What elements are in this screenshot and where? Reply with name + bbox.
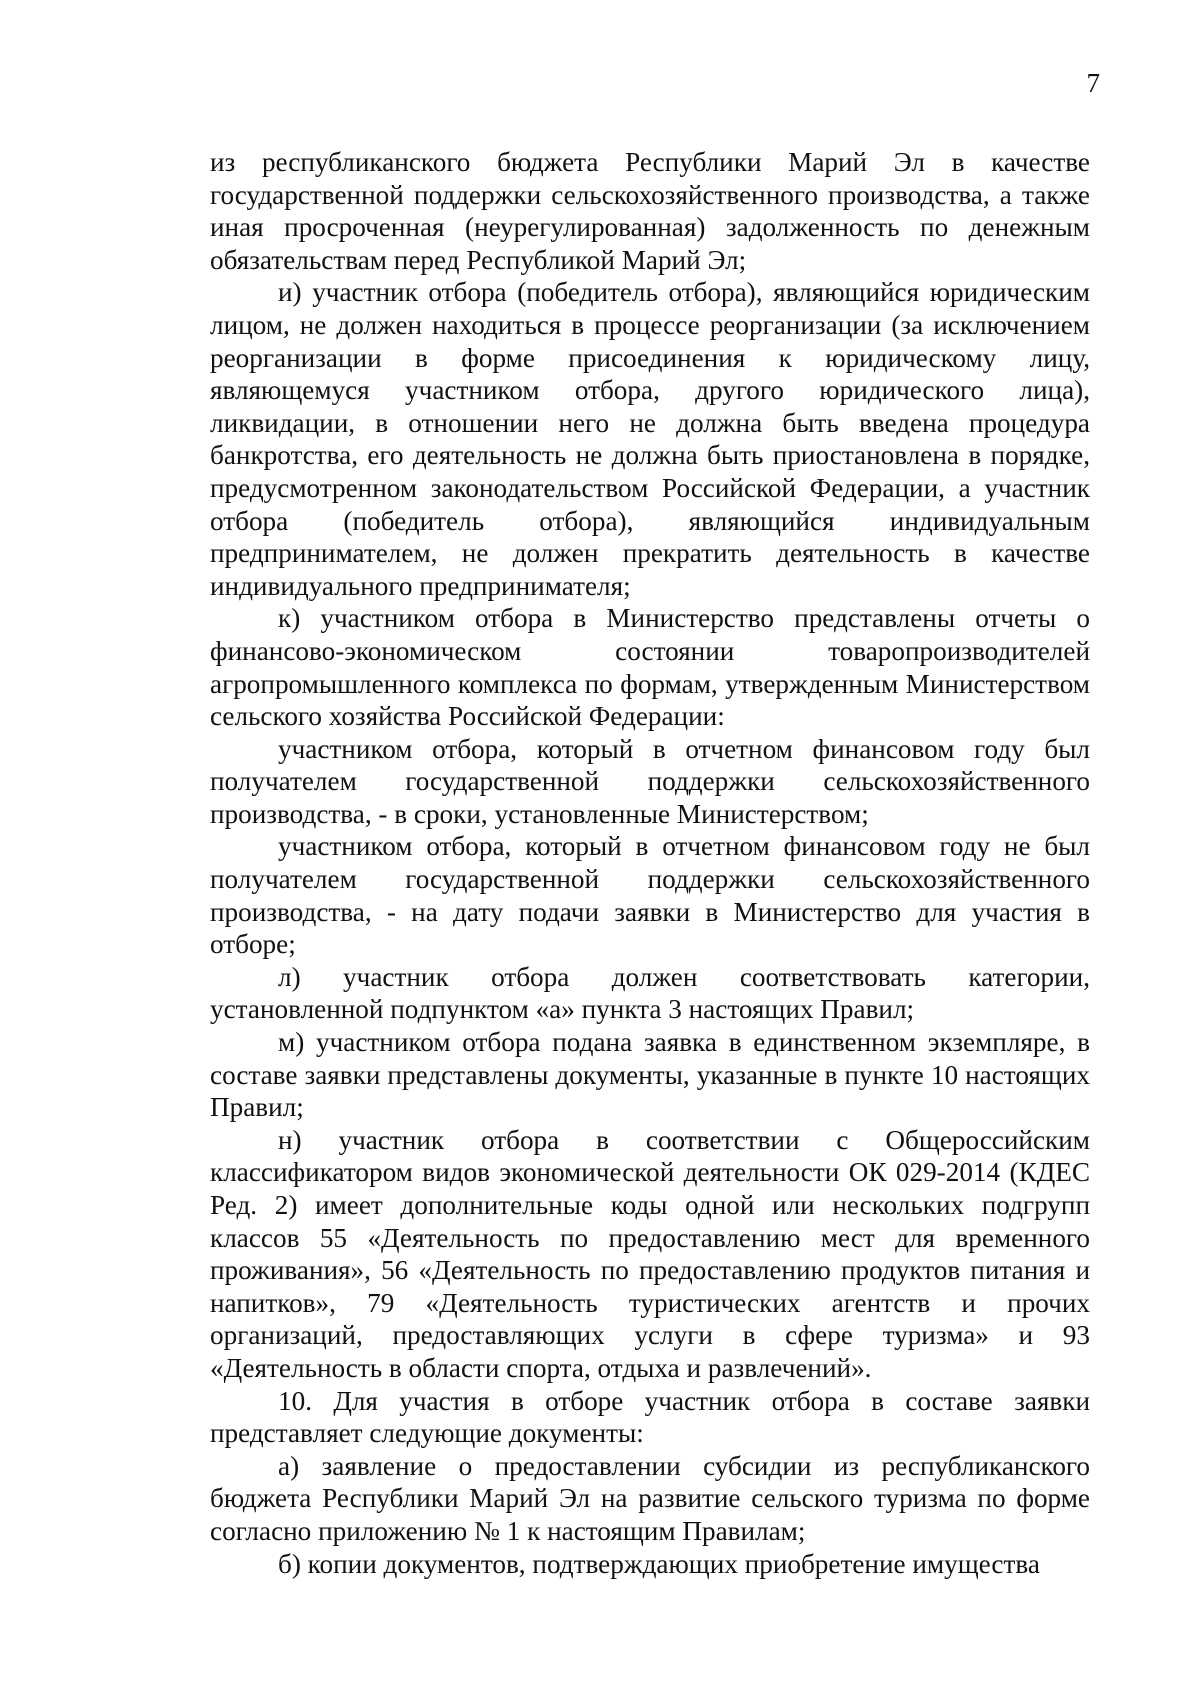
paragraph-item-m: м) участником отбора подана заявка в единственном экземпляре, в составе заявки представлены документы, указанные в пункте 10 настоящих Правил; bbox=[210, 1027, 1090, 1123]
paragraph-section-10: 10. Для участия в отборе участник отбора в составе заявки представляет следующие документы: bbox=[210, 1385, 1090, 1449]
paragraph-item-a: а) заявление о предоставлении субсидии из республиканского бюджета Республики Марий Эл на развитие сельского туризма по форме согласно приложению № 1 к настоящим Правилам; bbox=[210, 1450, 1090, 1546]
paragraph-item-k-sub-2: участником отбора, который в отчетном финансовом году не был получателем государственной поддержки сельскохозяйственного производства, - на дату подачи заявки в Министерство для участия в отборе; bbox=[210, 831, 1090, 960]
paragraph-continuation: из республиканского бюджета Республики Марий Эл в качестве государственной поддержки сельскохозяйственного производства, а также иная просроченная (неурегулированная) задолженность по денежным обязательствам перед Республикой Марий Эл; bbox=[210, 147, 1090, 275]
paragraph-item-k: к) участником отбора в Министерство представлены отчеты о финансово-экономическом состоянии товаропроизводителей агропромышленного комплекса по формам, утвержденным Министерством сельского хозяйства Российской Федерации: bbox=[210, 603, 1090, 732]
paragraph-item-n: н) участник отбора в соответствии с Общероссийским классификатором видов экономической деятельности ОК 029-2014 (КДЕС Ред. 2) имеет дополнительные коды одной или нескольких подгрупп классов 55 «Деятельность по предоставлению мест для временного проживания», 56 «Деятельность по предоставлению продуктов питания и напитков», 79 «Деятельность туристических агентств и прочих организаций, предоставляющих услуги в сфере туризма» и 93 «Деятельность в области спорта, отдыха и развлечений». bbox=[210, 1124, 1090, 1383]
document-body bbox=[210, 146, 1090, 1580]
paragraph-item-b: б) копии документов, подтверждающих приобретение имущества bbox=[278, 1548, 1040, 1579]
paragraph-item-l: л) участник отбора должен соответствовать категории, установленной подпунктом «а» пункта 3 настоящих Правил; bbox=[210, 961, 1090, 1025]
page-number: 7 bbox=[1086, 68, 1100, 98]
paragraph-item-i: и) участник отбора (победитель отбора), являющийся юридическим лицом, не должен находиться в процессе реорганизации (за исключением реорганизации в форме присоединения к юридическому лицу, являющемуся участником отбора, другого юридического лица), ликвидации, в отношении него не должна быть введена процедура банкротства, его деятельность не должна быть приостановлена в порядке, предусмотренном законодательством Российской Федерации, а участник отбора (победитель отбора), являющийся индивидуальным предпринимателем, не должен прекратить деятельность в качестве индивидуального предпринимателя; bbox=[210, 277, 1090, 601]
paragraph-item-k-sub-1: участником отбора, который в отчетном финансовом году был получателем государственной поддержки сельскохозяйственного производства, - в сроки, установленные Министерством; bbox=[210, 733, 1090, 829]
